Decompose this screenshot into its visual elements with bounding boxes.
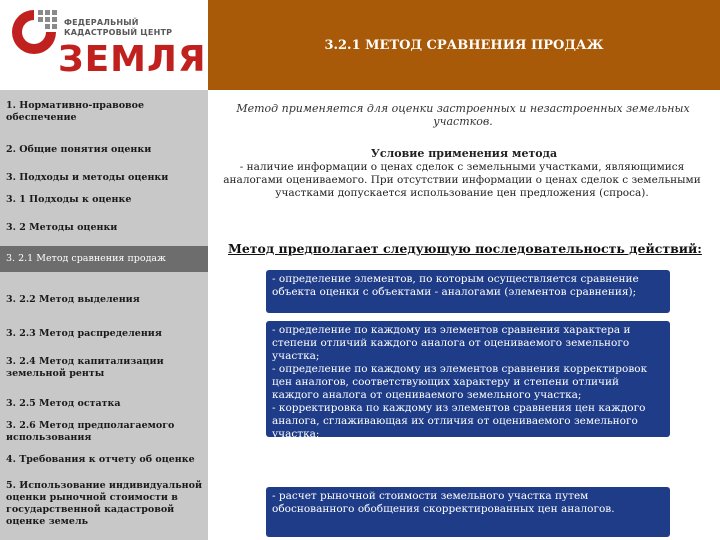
condition-text: - наличие информации о ценах сделок с земельными участками, являющимися аналогами оцениваемого. При отсутствии информации о ценах сделок с земельными участками допускается использование цен предложения (спроса). [223,161,701,199]
logo-line2: КАДАСТРОВЫЙ ЦЕНТР [64,28,173,37]
logo-line1: ФЕДЕРАЛЬНЫЙ [64,18,139,27]
step-text-4: - корректировка по каждому из элементов сравнения цен каждого аналога, сглаживающая их отличия от оцениваемого земельного участка; [272,402,646,440]
sidebar-item-sales-comparison[interactable]: 3. 2.1 Метод сравнения продаж [0,246,208,272]
sidebar-item-extraction[interactable]: 3. 2.2 Метод выделения [6,294,140,305]
page-title: 3.2.1 МЕТОД СРАВНЕНИЯ ПРОДАЖ [324,38,604,53]
step-text-5: - расчет рыночной стоимости земельного участка путем обоснованного обобщения скорректированных цен аналогов. [272,490,615,515]
sidebar-item-cadastral-assessment[interactable]: 5. Использование индивидуальной оценки рыночной стоимости в государственной кадастровой оценке земель [6,480,203,527]
sidebar-item-concepts[interactable]: 2. Общие понятия оценки [6,144,152,155]
sidebar-item-intended-use[interactable]: 3. 2.6 Метод предполагаемого использования [6,420,175,443]
step-text-3: - определение по каждому из элементов сравнения корректировок цен аналогов, соответствующих характеру и степени отличий каждого аналога от оцениваемого земельного участка; [272,363,648,401]
step-text-1: - определение элементов, по которым осуществляется сравнение объекта оценки с объектами - аналогами (элементов сравнения); [272,273,639,298]
main-content [208,90,720,540]
header-bar [208,0,720,90]
sidebar-item-allocation[interactable]: 3. 2.3 Метод распределения [6,328,162,339]
step-text-2: - определение по каждому из элементов сравнения характера и степени отличий каждого аналога от оцениваемого земельного участка; [272,324,631,362]
sidebar-item-methods[interactable]: 3. 2 Методы оценки [6,222,118,233]
sidebar-item-approaches[interactable]: 3. 1 Подходы к оценке [6,194,132,205]
sequence-heading: Метод предполагает следующую последовательность действий: [228,241,702,256]
logo-caption [64,18,172,38]
sidebar-item-report-requirements[interactable]: 4. Требования к отчету об оценке [6,454,195,465]
sidebar-nav [0,90,208,540]
sidebar-item-approaches-methods[interactable]: 3. Подходы и методы оценки [6,172,169,183]
sidebar-item-rent-capitalization[interactable]: 3. 2.4 Метод капитализации земельной ренты [6,356,164,379]
sidebar-item-legal[interactable]: 1. Нормативно-правовое обеспечение [6,100,145,123]
sidebar-item-residual[interactable]: 3. 2.5 Метод остатка [6,398,121,409]
step-box-5 [266,487,670,537]
condition-heading: Условие применения метода [370,147,558,160]
method-intro: Метод применяется для оценки застроенных и незастроенных земельных участков. [236,102,690,128]
logo-mark-icon [8,6,60,58]
logo-wordmark: ЗЕМЛЯ [58,39,207,80]
step-box-2-3-4 [266,321,670,440]
step-box-1 [266,270,670,313]
logo [0,0,208,90]
